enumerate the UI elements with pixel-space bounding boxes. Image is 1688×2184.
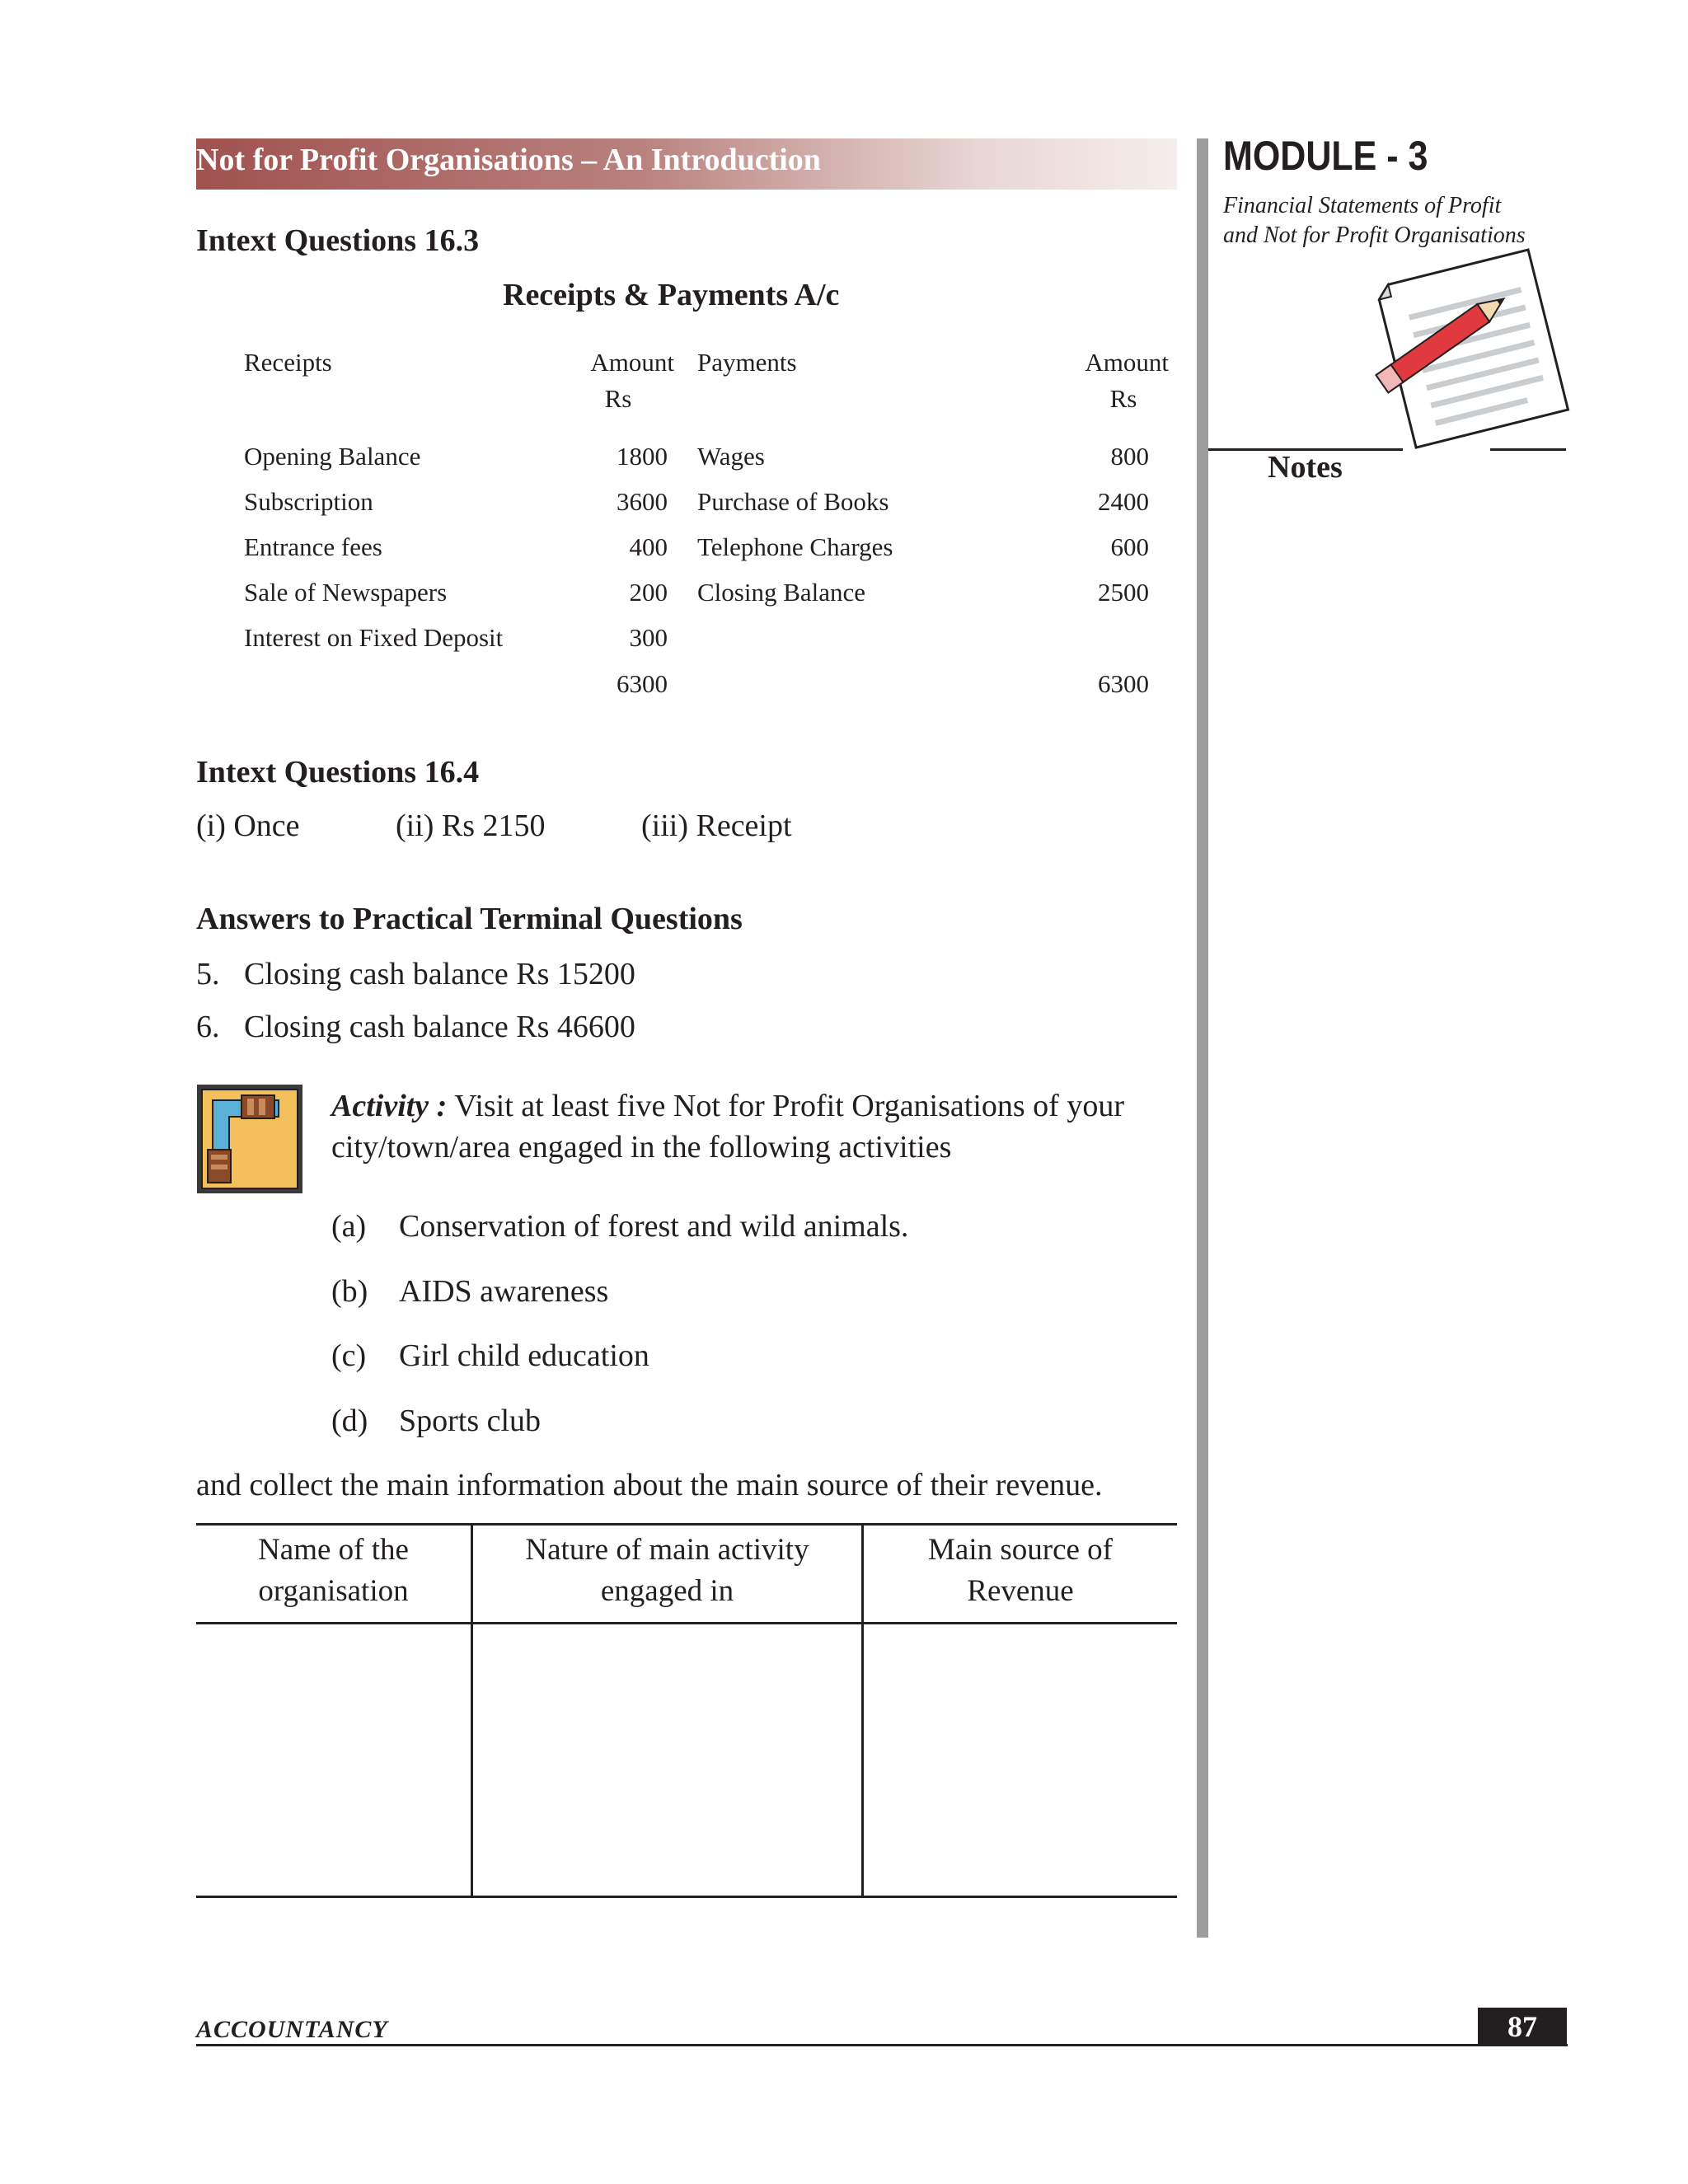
activity-item-text: Conservation of forest and wild animals.: [399, 1209, 909, 1244]
practical-item-number: 5.: [196, 957, 220, 991]
practical-item-number: 6.: [196, 1010, 220, 1044]
receipt-amount: 400: [629, 532, 668, 561]
activity-item-label: (b): [331, 1274, 368, 1309]
receipt-label: Entrance fees: [244, 532, 382, 561]
receipt-label: Subscription: [244, 487, 373, 516]
activity-item-label: (a): [331, 1209, 367, 1244]
chapter-title: Not for Profit Organisations – An Introduction: [196, 143, 821, 177]
practical-item-text: Closing cash balance Rs 15200: [244, 957, 635, 991]
module-subtitle-line-1: Financial Statements of Profit: [1223, 193, 1502, 218]
receipt-label: Sale of Newspapers: [244, 578, 448, 607]
notes-label: Notes: [1268, 450, 1343, 485]
notes-rule-right: [1490, 448, 1566, 451]
payment-label: Closing Balance: [697, 578, 866, 607]
table-header-revenue: [864, 1530, 1177, 1612]
table-header-line: Main source of: [928, 1533, 1113, 1567]
activity-item-label: (d): [331, 1404, 368, 1438]
receipt-amount: 200: [629, 578, 668, 607]
pencil-notepad-icon: [1352, 247, 1582, 478]
table-rule-header: [196, 1622, 1177, 1624]
table-header-activity: [473, 1530, 861, 1612]
receipt-label: Opening Balance: [244, 442, 421, 471]
activity-item-text: Girl child education: [399, 1338, 649, 1373]
table-header-line: Revenue: [967, 1574, 1074, 1608]
section-16-3-heading: Intext Questions 16.3: [196, 223, 480, 258]
activity-icon: [196, 1084, 303, 1194]
practical-heading: Answers to Practical Terminal Questions: [196, 902, 743, 936]
receipts-total: 6300: [617, 669, 668, 698]
payment-label: Purchase of Books: [697, 487, 889, 516]
payment-amount: 800: [1110, 442, 1149, 471]
activity-closing-text: and collect the main information about the main source of their revenue.: [196, 1468, 1103, 1502]
table-rule-bottom: [196, 1896, 1177, 1898]
practical-item-text: Closing cash balance Rs 46600: [244, 1010, 635, 1044]
payment-label: Telephone Charges: [697, 532, 893, 561]
module-title: MODULE - 3: [1223, 133, 1428, 179]
receipt-amount: 3600: [617, 487, 668, 516]
activity-item-text: Sports club: [399, 1404, 542, 1438]
col-header-receipt-unit: Rs: [604, 384, 632, 413]
section-16-4-heading: Intext Questions 16.4: [196, 755, 480, 790]
activity-intro-line-1: [331, 1088, 1124, 1124]
activity-item-text: AIDS awareness: [399, 1274, 609, 1309]
table-header-line: Name of the: [258, 1533, 409, 1567]
table-header-line: organisation: [258, 1574, 409, 1608]
activity-item-label: (c): [331, 1338, 367, 1373]
footer-subject: ACCOUNTANCY: [196, 2016, 388, 2043]
activity-intro-line-2: city/town/area engaged in the following activities: [331, 1130, 952, 1165]
payment-amount: 600: [1110, 532, 1149, 561]
receipt-amount: 1800: [617, 442, 668, 471]
col-header-payment-unit: Rs: [1109, 384, 1137, 413]
table-header-line: engaged in: [600, 1574, 734, 1608]
module-subtitle: [1223, 191, 1526, 251]
receipts-payments-title: Receipts & Payments A/c: [503, 278, 840, 312]
table-header-line: Nature of main activity: [525, 1533, 809, 1567]
answer-item: (ii) Rs 2150: [396, 808, 546, 843]
col-header-payments: Payments: [697, 348, 797, 377]
col-header-receipt-amount: Amount: [590, 348, 674, 377]
payments-total: 6300: [1098, 669, 1149, 698]
answer-item: (iii) Receipt: [641, 808, 792, 843]
activity-line-1-text: Visit at least five Not for Profit Organisations of your: [447, 1089, 1124, 1123]
payment-amount: 2500: [1098, 578, 1149, 607]
page-number: 87: [1507, 2010, 1537, 2043]
activity-lead: Activity :: [331, 1089, 448, 1123]
col-header-receipts: Receipts: [244, 348, 332, 377]
payment-label: Wages: [697, 442, 765, 471]
margin-divider: [1197, 138, 1208, 1938]
col-header-payment-amount: Amount: [1085, 348, 1169, 377]
answer-item: (i) Once: [196, 808, 300, 843]
footer-rule: [196, 2044, 1568, 2046]
table-header-organisation: [196, 1530, 471, 1612]
module-subtitle-line-2: and Not for Profit Organisations: [1223, 223, 1526, 248]
receipt-amount: 300: [629, 623, 668, 652]
table-rule-top: [196, 1523, 1177, 1526]
receipt-label: Interest on Fixed Deposit: [244, 623, 504, 652]
payment-amount: 2400: [1098, 487, 1149, 516]
